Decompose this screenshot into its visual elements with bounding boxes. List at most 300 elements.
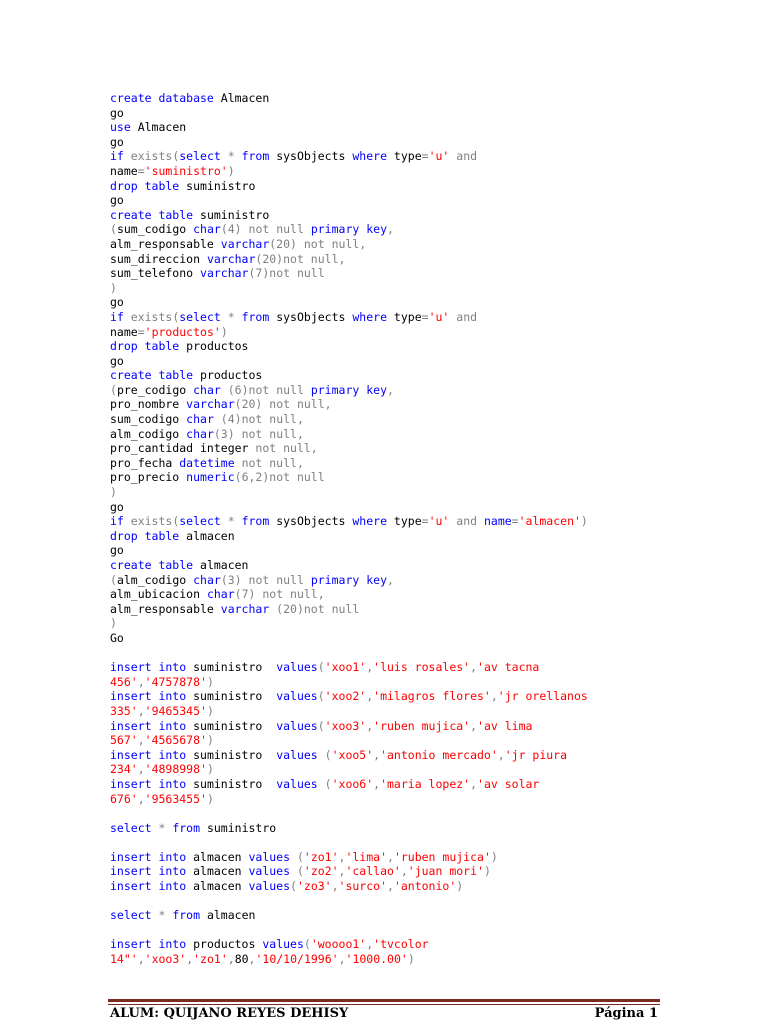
code-token: ( <box>317 718 325 733</box>
code-token: name <box>483 514 512 529</box>
footer-rule-thick <box>108 999 660 1002</box>
code-token: , <box>186 952 194 967</box>
code-token: ( <box>110 572 117 587</box>
code-token: (6) <box>220 382 249 397</box>
code-line <box>110 952 730 967</box>
code-token: varchar <box>220 236 270 251</box>
code-token: (20) <box>269 601 304 616</box>
code-token: values <box>276 776 318 791</box>
code-line <box>110 179 730 194</box>
code-token: suministro <box>186 660 277 675</box>
code-line <box>110 850 730 865</box>
code-token: , <box>366 660 374 675</box>
code-token: insert into <box>110 849 187 864</box>
code-token: and <box>449 309 478 324</box>
code-token: 'zo1' <box>193 952 228 967</box>
code-token: drop table <box>110 528 180 543</box>
code-token: , <box>373 776 381 791</box>
code-token: sum_direccion <box>110 251 207 266</box>
code-token: 676' <box>110 791 138 806</box>
code-token: almacen <box>193 558 249 572</box>
code-token: '4757878' <box>144 674 207 689</box>
code-token: exists( <box>123 149 180 164</box>
code-token: productos <box>186 937 263 952</box>
code-token: char <box>193 222 221 237</box>
code-token: ) <box>206 762 214 777</box>
code-token: 'woooo1' <box>310 937 367 952</box>
code-token: insert into <box>110 937 187 952</box>
footer-page-number: Página 1 <box>594 1006 658 1021</box>
code-token: values <box>276 718 318 733</box>
code-token: ( <box>290 864 304 879</box>
code-token: '9563455' <box>144 791 207 806</box>
code-token: '9465345' <box>144 703 207 718</box>
code-line <box>110 806 730 821</box>
code-token: type <box>387 149 422 164</box>
code-token: productos <box>179 339 249 354</box>
code-token: suministro <box>186 747 277 762</box>
code-token: not null <box>269 266 325 281</box>
code-token: 'jr orellanos <box>497 689 588 704</box>
code-token: datetime <box>179 455 235 470</box>
code-token: , <box>137 703 145 718</box>
code-line <box>110 164 730 179</box>
code-token: varchar <box>206 251 256 266</box>
code-token: if <box>110 309 124 324</box>
code-token: not null <box>248 382 311 397</box>
code-token: 'xoo1' <box>324 660 367 675</box>
code-token: suministro <box>186 689 277 704</box>
code-token: ( <box>317 689 325 704</box>
code-token: (20) <box>269 236 304 251</box>
code-token: 'ruben mujica' <box>373 718 471 733</box>
code-line <box>110 208 730 223</box>
code-token: ) <box>456 879 464 894</box>
code-line <box>110 427 730 442</box>
code-token: 'antonio' <box>393 879 457 894</box>
code-token: * <box>151 820 173 835</box>
code-token: ( <box>110 382 117 397</box>
code-token: , <box>338 849 346 864</box>
code-token: sysObjects <box>269 309 353 324</box>
code-token: alm_codigo <box>116 572 194 587</box>
code-token: ) <box>206 674 214 689</box>
code-line <box>110 441 730 456</box>
code-token: '4565678' <box>144 733 207 748</box>
code-token: (20) <box>255 251 284 266</box>
code-token: , <box>331 879 339 894</box>
code-token: sysObjects <box>269 149 353 164</box>
code-line <box>110 762 730 777</box>
footer-author: ALUM: QUIJANO REYES DEHISY <box>110 1006 349 1021</box>
code-token: char <box>193 382 221 397</box>
code-token: , <box>387 879 394 894</box>
code-token: pre_codigo <box>116 382 194 397</box>
code-line <box>110 412 730 427</box>
code-token: almacen <box>200 908 256 923</box>
code-token: 'av solar <box>477 776 540 791</box>
code-token: not null <box>248 222 311 237</box>
code-token: 'maria lopez' <box>380 776 471 791</box>
code-token: sum_codigo <box>110 412 187 427</box>
code-line <box>110 485 730 500</box>
code-line <box>110 894 730 909</box>
code-token: values <box>276 747 318 762</box>
code-token: 567' <box>110 733 138 748</box>
code-token: insert into <box>110 660 187 675</box>
code-token: 335' <box>110 703 138 718</box>
code-token: ) <box>206 791 214 806</box>
code-token: where <box>352 309 387 324</box>
code-line <box>110 748 730 763</box>
code-token: ( <box>317 660 325 675</box>
code-token: from <box>241 514 270 529</box>
code-token: primary key <box>310 222 387 237</box>
code-token: suministro <box>186 718 277 733</box>
code-line <box>110 937 730 952</box>
code-token: '10/10/1996' <box>255 952 339 967</box>
code-token: 'luis rosales' <box>373 660 471 675</box>
code-token: not null, <box>241 426 304 441</box>
code-token: , <box>338 952 346 967</box>
code-token: sum_codigo <box>116 222 194 237</box>
code-token: create table <box>110 368 194 383</box>
code-token: ) <box>206 703 214 718</box>
code-token: ( <box>317 776 332 791</box>
code-token: (4) <box>213 412 242 427</box>
code-token: 'tvcolor <box>373 937 429 952</box>
code-token: ) <box>110 280 117 295</box>
code-token: ) <box>580 514 588 529</box>
code-token: if <box>110 514 124 529</box>
code-token: ) <box>110 485 117 500</box>
code-token: (7) <box>234 587 263 602</box>
code-token: 14"' <box>110 952 138 967</box>
code-token: not null, <box>234 455 304 470</box>
code-token: varchar <box>200 266 249 281</box>
code-token: (3) <box>213 426 242 441</box>
code-token: 'suministro' <box>144 163 228 178</box>
code-token: ) <box>490 849 498 864</box>
code-line <box>110 792 730 807</box>
code-token: select <box>179 149 221 164</box>
code-token: * <box>220 149 242 164</box>
code-token: insert into <box>110 689 187 704</box>
code-token: 'almacen' <box>518 514 581 529</box>
code-token: 'milagros flores' <box>373 689 491 704</box>
code-line <box>110 266 730 281</box>
code-token: 'zo1' <box>303 849 339 864</box>
code-token: from <box>241 149 270 164</box>
code-line <box>110 543 730 558</box>
code-token: go <box>110 499 124 514</box>
code-token: ( <box>303 937 311 952</box>
code-line <box>110 602 730 617</box>
code-line <box>110 587 730 602</box>
code-token: ( <box>110 222 117 237</box>
code-line <box>110 689 730 704</box>
code-token: if <box>110 149 124 164</box>
code-token: pro_nombre <box>110 397 187 412</box>
code-line <box>110 368 730 383</box>
code-line <box>110 470 730 485</box>
code-token: , <box>366 718 374 733</box>
code-token: sysObjects <box>269 514 353 529</box>
code-token: insert into <box>110 718 187 733</box>
code-token: go <box>110 134 124 149</box>
code-token: Almacen <box>130 120 187 135</box>
code-token: Almacen <box>213 91 270 105</box>
code-token: alm_responsable <box>110 236 221 251</box>
code-token: , <box>248 952 256 967</box>
code-token: (7) <box>248 266 270 281</box>
code-token: 'juan mori' <box>407 864 484 879</box>
code-token: pro_fecha <box>110 455 180 470</box>
code-token: = <box>421 149 429 164</box>
code-line <box>110 835 730 850</box>
code-token: char <box>193 572 221 587</box>
code-token: values <box>248 879 291 894</box>
code-token: from <box>172 820 201 835</box>
code-token: go <box>110 105 124 120</box>
code-line <box>110 397 730 412</box>
code-token: where <box>352 149 387 164</box>
code-token: varchar <box>220 601 270 616</box>
code-token: , <box>470 776 478 791</box>
code-line <box>110 923 730 938</box>
code-token: almacen <box>186 864 249 879</box>
code-line <box>110 149 730 164</box>
code-token: suministro <box>186 776 277 791</box>
code-token: (20) <box>234 397 270 412</box>
code-token: varchar <box>186 397 235 412</box>
code-token: and <box>449 514 484 529</box>
code-token: create table <box>110 207 194 222</box>
code-token: drop table <box>110 339 180 354</box>
code-line <box>110 120 730 135</box>
code-token: insert into <box>110 864 187 879</box>
code-line <box>110 675 730 690</box>
code-token: '4898998' <box>144 762 207 777</box>
code-token: 'zo2' <box>303 864 339 879</box>
code-token: not null, <box>241 412 304 427</box>
code-line <box>110 237 730 252</box>
code-token: , <box>366 689 374 704</box>
code-token: , <box>137 674 145 689</box>
code-token: create database <box>110 91 214 105</box>
code-token: go <box>110 193 124 208</box>
code-token: 'productos' <box>144 324 221 339</box>
code-token: primary key <box>310 572 387 587</box>
code-line <box>110 325 730 340</box>
code-line <box>110 514 730 529</box>
code-token: ) <box>206 733 214 748</box>
code-token: alm_ubicacion <box>110 587 207 602</box>
code-token: char <box>206 587 235 602</box>
code-token: '1000.00' <box>345 952 408 967</box>
code-line <box>110 573 730 588</box>
code-token: suministro <box>200 820 277 835</box>
code-line <box>110 193 730 208</box>
code-line <box>110 821 730 836</box>
code-token: ) <box>220 324 228 339</box>
code-token: 'u' <box>428 309 450 324</box>
code-token: 'ruben mujica' <box>393 849 491 864</box>
code-token: ) <box>110 616 117 631</box>
code-token: not null <box>248 572 311 587</box>
code-line <box>110 719 730 734</box>
code-token: 'av lima <box>477 718 533 733</box>
code-token: * <box>220 514 242 529</box>
code-token: values <box>248 849 291 864</box>
code-token: ) <box>407 952 415 967</box>
code-token: , <box>137 791 145 806</box>
code-token: , <box>470 718 478 733</box>
code-token: 'xoo3' <box>324 718 367 733</box>
code-token: almacen <box>179 528 235 543</box>
code-token: select <box>110 820 152 835</box>
code-token: 'xoo3' <box>144 952 187 967</box>
code-token: productos <box>193 368 263 383</box>
code-token: 'surco' <box>338 879 387 894</box>
code-token: exists( <box>123 514 180 529</box>
code-token: , <box>137 952 145 967</box>
code-token: exists( <box>123 309 180 324</box>
code-token: 'u' <box>428 514 450 529</box>
code-token: ( <box>290 849 304 864</box>
code-token: 'jr piura <box>504 747 568 762</box>
code-token: , <box>387 222 394 237</box>
code-token: type <box>387 514 422 529</box>
code-token: = <box>421 309 429 324</box>
code-token: (3) <box>220 572 249 587</box>
code-token: values <box>276 689 318 704</box>
code-token: , <box>338 864 346 879</box>
code-line <box>110 252 730 267</box>
code-token: = <box>421 514 429 529</box>
code-token: not null <box>269 470 325 485</box>
code-token: values <box>248 864 291 879</box>
code-token: , <box>400 864 408 879</box>
code-token: insert into <box>110 747 187 762</box>
code-token: 'xoo2' <box>324 689 367 704</box>
code-token: not null <box>303 601 360 616</box>
code-token: (4) <box>220 222 249 237</box>
code-token: where <box>352 514 387 529</box>
code-token: insert into <box>110 879 187 894</box>
code-token: numeric <box>186 470 235 485</box>
code-token: values <box>262 937 304 952</box>
code-token: use <box>110 120 131 135</box>
code-line <box>110 222 730 237</box>
code-line <box>110 310 730 325</box>
code-token: suministro <box>179 178 256 193</box>
code-token: , <box>387 849 394 864</box>
code-token: sum_telefono <box>110 266 201 281</box>
code-line <box>110 704 730 719</box>
code-line <box>110 456 730 471</box>
code-line <box>110 660 730 675</box>
code-line <box>110 616 730 631</box>
code-token: 80 <box>234 952 249 967</box>
code-token: = <box>137 324 145 339</box>
code-line <box>110 558 730 573</box>
code-line <box>110 295 730 310</box>
code-token: 'xoo5' <box>331 747 374 762</box>
code-token: name <box>110 163 138 178</box>
code-token: select <box>110 908 152 923</box>
code-token: ( <box>290 879 297 894</box>
code-token: values <box>276 660 318 675</box>
code-line <box>110 879 730 894</box>
code-token: Go <box>110 630 124 645</box>
code-token: select <box>179 514 221 529</box>
code-token: not null, <box>303 236 367 251</box>
code-token: pro_cantidad integer <box>110 441 256 456</box>
code-token: 'antonio mercado' <box>380 747 498 762</box>
code-token: , <box>387 382 394 397</box>
code-token: not null, <box>283 251 346 266</box>
code-token: ) <box>483 864 491 879</box>
code-token: go <box>110 543 124 558</box>
code-token: 456' <box>110 674 138 689</box>
code-token: , <box>137 762 145 777</box>
code-token: , <box>490 689 498 704</box>
code-token: select <box>179 309 221 324</box>
code-token: ( <box>317 747 332 762</box>
code-token: , <box>470 660 478 675</box>
code-token: pro_precio <box>110 470 187 485</box>
code-token: create table <box>110 558 194 572</box>
code-token: not null, <box>255 441 318 456</box>
code-token: almacen <box>186 879 249 894</box>
code-token: 234' <box>110 762 138 777</box>
code-token: name <box>110 324 138 339</box>
code-token: * <box>151 908 173 923</box>
code-token: char <box>186 426 214 441</box>
code-token: not null, <box>269 397 332 412</box>
sql-code-block <box>110 91 730 967</box>
code-token: from <box>172 908 201 923</box>
code-token: = <box>511 514 519 529</box>
code-line <box>110 733 730 748</box>
code-token: , <box>497 747 505 762</box>
code-token: primary key <box>310 382 387 397</box>
code-token: , <box>227 952 235 967</box>
code-line <box>110 281 730 296</box>
code-token: type <box>387 309 422 324</box>
code-token: , <box>387 572 394 587</box>
code-token: 'u' <box>428 149 450 164</box>
code-line <box>110 91 730 106</box>
code-token: char <box>186 412 214 427</box>
code-token: , <box>137 733 145 748</box>
code-line <box>110 646 730 661</box>
code-token: ) <box>227 163 235 178</box>
code-token: insert into <box>110 776 187 791</box>
code-line <box>110 500 730 515</box>
code-token: go <box>110 353 124 368</box>
code-line <box>110 354 730 369</box>
code-line <box>110 529 730 544</box>
code-token: 'av tacna <box>477 660 540 675</box>
code-token: (6,2) <box>234 470 270 485</box>
code-token: 'lima' <box>345 849 387 864</box>
code-line <box>110 135 730 150</box>
code-line <box>110 631 730 646</box>
code-line <box>110 777 730 792</box>
code-line <box>110 864 730 879</box>
